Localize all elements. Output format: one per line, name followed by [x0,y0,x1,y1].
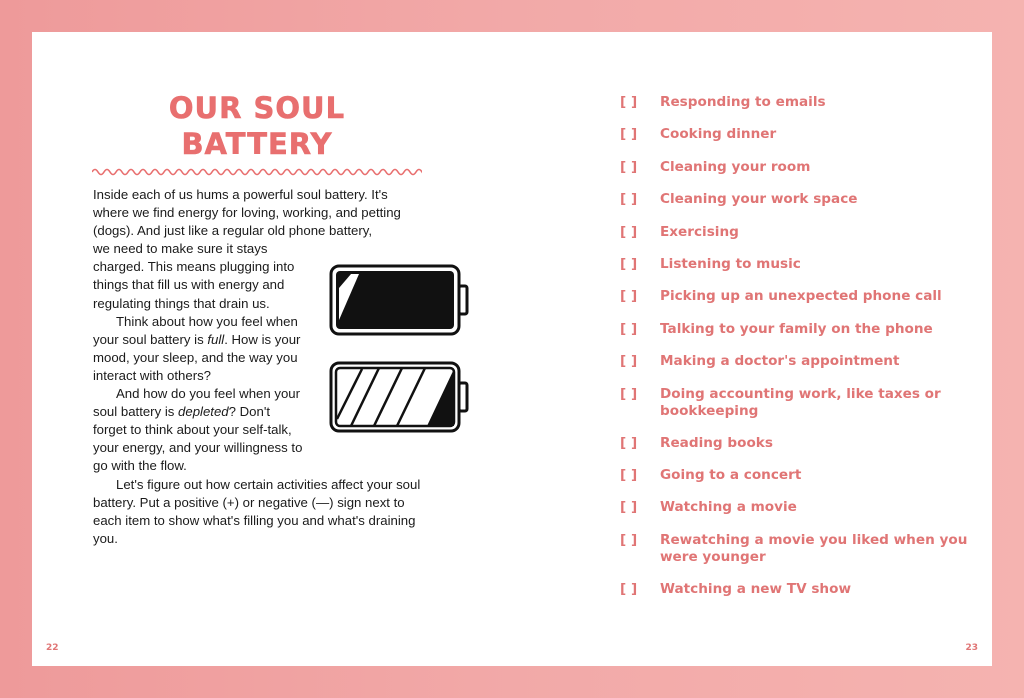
checkbox[interactable]: [ ] [620,223,638,240]
depleted-battery-icon [329,361,469,433]
paragraph-2: Think about how you feel when your soul battery is full. How is your mood, your sleep, and the way you interact with others? [93,313,301,383]
paragraph-1: Inside each of us hums a powerful soul battery. It's where we find energy for loving, working, and petting (dogs). And just like a regular old phone battery, [93,187,401,239]
title-line-1: OUR SOUL [168,91,346,125]
checklist-item[interactable] [620,499,980,516]
checklist-item[interactable] [620,159,980,176]
checklist-item[interactable] [620,256,980,273]
checkbox[interactable]: [ ] [620,94,638,110]
checklist-item[interactable] [620,224,980,241]
checklist-item[interactable] [620,386,980,420]
checklist-label: Doing accounting work, like taxes or bookkeeping [660,385,941,419]
page-title [92,90,422,162]
checklist-label: Watching a new TV show [660,580,852,597]
emphasis-depleted: depleted [178,404,229,420]
activity-checklist [620,94,980,613]
book-spread [32,32,992,666]
checkbox[interactable]: [ ] [620,255,638,272]
checkbox[interactable]: [ ] [620,320,638,337]
checklist-label: Picking up an unexpected phone call [660,288,942,305]
checklist-item[interactable] [620,126,980,143]
full-battery-icon [329,264,469,336]
checklist-label: Responding to emails [660,94,826,110]
checklist-item[interactable] [620,288,980,305]
checklist-item[interactable] [620,467,980,484]
checklist-label: Exercising [660,223,739,240]
checkbox[interactable]: [ ] [620,191,638,208]
paragraph-4: Let's figure out how certain activities affect your soul battery. Put a positive (+) or negative (—) sign next to each item to show what's filling you and what's draining you. [93,476,421,546]
checkbox[interactable]: [ ] [620,466,638,483]
checklist-label: Watching a movie [660,499,797,516]
checklist-label: Cleaning your room [660,158,811,175]
checklist-item[interactable] [620,435,980,452]
checklist-item[interactable] [620,191,980,208]
checklist-label: Rewatching a movie you liked when you were younger [660,531,968,565]
checklist-item[interactable] [620,532,980,566]
checklist-label: Going to a concert [660,466,802,483]
checkbox[interactable]: [ ] [620,158,638,175]
checklist-label: Reading books [660,434,773,451]
checklist-label: Cleaning your work space [660,191,858,208]
checklist-label: Listening to music [660,255,801,272]
paragraph-3: And how do you feel when your soul battery is depleted? Don't forget to think about your self-talk, your energy, and your willingness to go with the flow. [93,386,303,474]
checklist-item[interactable] [620,353,980,370]
checkbox[interactable]: [ ] [620,580,638,597]
checkbox[interactable]: [ ] [620,531,638,548]
checklist-label: Talking to your family on the phone [660,320,933,337]
checklist-label: Making a doctor's appointment [660,353,900,370]
emphasis-full: full [207,331,225,347]
wavy-divider [92,167,422,177]
checkbox[interactable]: [ ] [620,353,638,370]
checklist-item[interactable] [620,94,980,111]
checkbox[interactable]: [ ] [620,434,638,451]
checklist-item[interactable] [620,321,980,338]
title-line-2: BATTERY [181,127,333,161]
checkbox[interactable]: [ ] [620,499,638,516]
checkbox[interactable]: [ ] [620,288,638,305]
paragraph-1-cont: we need to make sure it stays charged. This means plugging into things that fill us with energy and regulating things that drain us. [93,241,295,311]
checkbox[interactable]: [ ] [620,385,638,402]
checkbox[interactable]: [ ] [620,126,638,143]
page-number-left: 22 [46,643,59,653]
checklist-item[interactable] [620,581,980,598]
page-number-right: 23 [965,643,978,653]
checklist-label: Cooking dinner [660,126,777,143]
